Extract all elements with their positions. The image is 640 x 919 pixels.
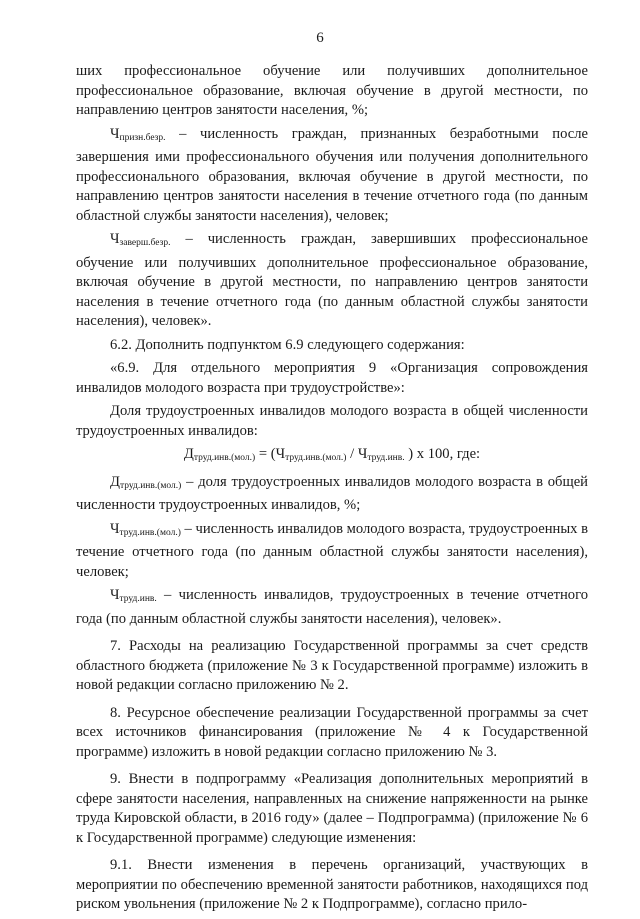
definition-text: – численность инвалидов молодого возраста, трудоустроенных в течение отчетного года (по данным областной службы занятости населения), человек; xyxy=(76,520,588,580)
formula-tail: ) х 100, где: xyxy=(404,446,481,462)
formula-d: Д xyxy=(183,446,194,462)
document-body xyxy=(76,62,588,919)
paragraph-6-2: 6.2. Дополнить подпунктом 6.9 следующего содержания: xyxy=(110,336,465,353)
definition-priznbezr xyxy=(76,125,588,227)
variable-symbol: Ч xyxy=(110,125,120,142)
definition-text: – доля трудоустроенных инвалидов молодого возраста в общей численности трудоустроенных инвалидов, %; xyxy=(76,473,588,513)
paragraph-dolya: Доля трудоустроенных инвалидов молодого возраста в общей численности трудоустроенных инвалидов: xyxy=(76,403,588,439)
formula-eq-open: = (Ч xyxy=(255,446,286,462)
paragraph-9: 9. Внести в подпрограмму «Реализация дополнительных мероприятий в сфере занятости населения, направленных на снижение напряженности на рынке труда Кировской области, в 2016 году» (далее – Подпрограмма) (приложение № 6 к Государственной программе) следующие изменения: xyxy=(76,771,588,846)
paragraph-intro: ших профессиональное обучение или получивших дополнительное профессиональное образование, включая обучение в другой местности, по направлению центров занятости населения, %; xyxy=(76,63,588,118)
variable-subscript: призн.безр. xyxy=(119,132,166,143)
variable-subscript: заверш.безр. xyxy=(119,238,171,248)
variable-subscript: труд.инв.(мол.) xyxy=(119,527,181,538)
variable-symbol: Ч xyxy=(110,520,120,537)
definition-zaversh xyxy=(76,230,588,332)
definition-ch-mol xyxy=(76,520,588,583)
formula-ch2-subscript: труд.инв. xyxy=(367,453,405,463)
paragraph-6-9: «6.9. Для отдельного мероприятия 9 «Организация сопровождения инвалидов молодого возраста при трудоустройстве»: xyxy=(76,360,588,396)
definition-text: – численность инвалидов, трудоустроенных в течение отчетного года (по данным областной службы занятости населения), человек». xyxy=(76,587,588,627)
paragraph-8: 8. Ресурсное обеспечение реализации Государственной программы за счет всех источников финансирования (приложение № 4 к Государственной программе) изложить в новой редакции согласно приложению № 3. xyxy=(76,704,588,760)
definition-text: – численность граждан, признанных безработными после завершения ими профессионального обучения или получения дополнительного профессионального образования, включая обучение в другой местности, по направлению центров занятости населения в течение отчетного года (по данным областной службы занятости населения), человек; xyxy=(76,125,588,224)
paragraph-9-1: 9.1. Внести изменения в перечень организаций, участвующих в мероприятии по обеспечению временной занятости работников, находящихся под риском увольнения (приложение № 2 к Подпрограмме), согласно прило- xyxy=(76,857,588,912)
variable-symbol: Ч xyxy=(110,231,120,247)
definition-d xyxy=(76,473,588,516)
formula-d-subscript: труд.инв.(мол.) xyxy=(193,453,256,463)
paragraph-7: 7. Расходы на реализацию Государственной программы за счет средств областного бюджета (приложение № 3 к Государственной программе) изложить в новой редакции согласно приложению № 2. xyxy=(76,638,588,693)
variable-subscript: труд.инв.(мол.) xyxy=(119,480,182,491)
page-number: 6 xyxy=(316,30,324,46)
variable-symbol: Д xyxy=(110,473,120,490)
definition-text: – численность граждан, завершивших профессиональное обучение или получивших дополнительное профессиональное образование, включая обучение в другой местности, по направлению центров занятости населения в течение отчетного года (по данным областной службы занятости населения), человек». xyxy=(76,231,588,329)
definition-ch-inv xyxy=(76,586,588,629)
formula-slash: / Ч xyxy=(346,446,368,462)
variable-symbol: Ч xyxy=(110,587,120,603)
formula xyxy=(76,445,588,469)
formula-ch1-subscript: труд.инв.(мол.) xyxy=(285,453,347,463)
variable-subscript: труд.инв. xyxy=(119,594,157,604)
